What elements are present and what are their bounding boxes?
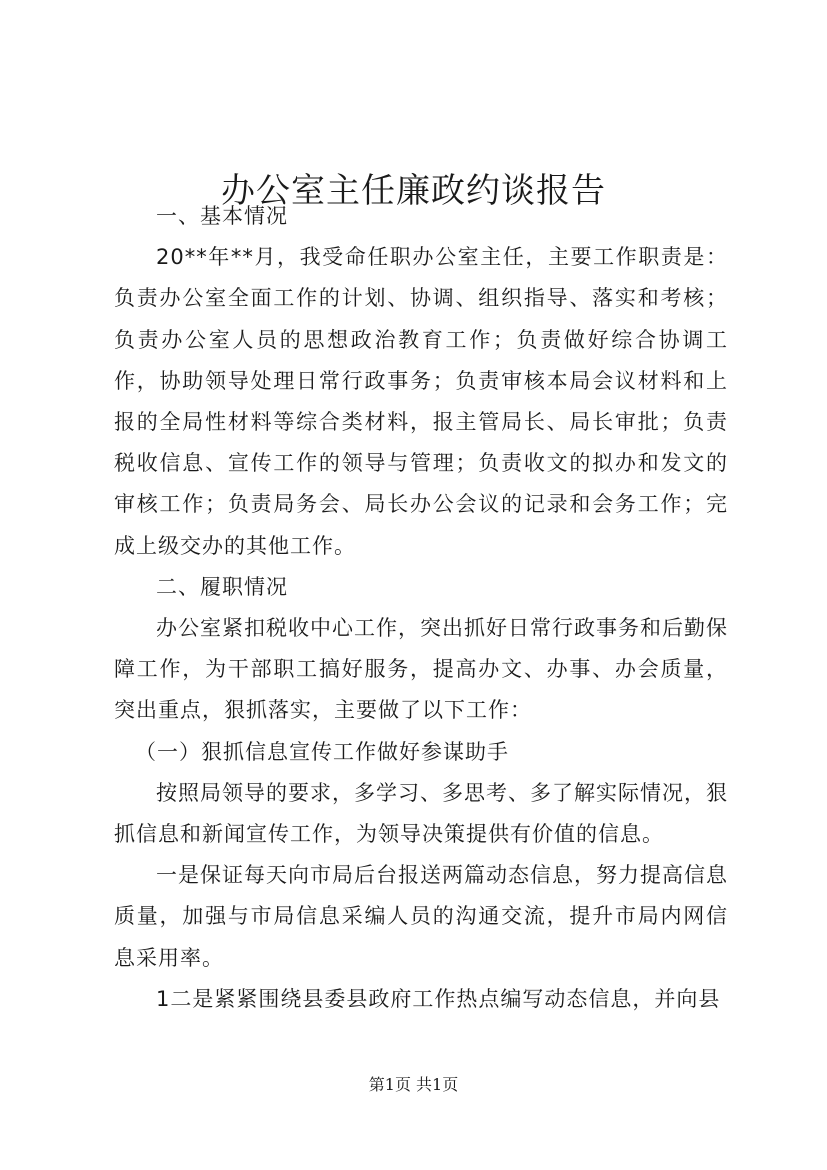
paragraph-office-work: 办公室紧扣税收中心工作，突出抓好日常行政事务和后勤保障工作，为干部职工搞好服务，提高办文、办事、办会质量，突出重点，狠抓落实，主要做了以下工作： [114,616,728,723]
paragraph-info-work: 按照局领导的要求，多学习、多思考、多了解实际情况，狠抓信息和新闻宣传工作，为领导决策提供有价值的信息。 [114,780,728,847]
subsection-heading-info: （一）狠抓信息宣传工作做好参谋助手 [135,739,509,764]
section-heading-basic: 一、基本情况 [156,204,288,228]
page-footer: 第1页 共1页 [368,1075,459,1094]
document-title: 办公室主任廉政约谈报告 [221,170,606,211]
paragraph-point-two: 1二是紧紧围绕县委县政府工作热点编写动态信息，并向县 [156,986,721,1011]
section-heading-performance: 二、履职情况 [156,574,288,599]
document-body [114,196,728,1020]
paragraph-duties: 20**年**月，我受命任职办公室主任，主要工作职责是：负责办公室全面工作的计划、协调、组织指导、落实和考核；负责办公室人员的思想政治教育工作；负责做好综合协调工作，协助领导处理日常行政事务；负责审核本局会议材料和上报的全局性材料等综合类材料，报主管局长、局长审批；负责税收信息、宣传工作的领导与管理；负责收文的拟办和发文的审核工作；负责局务会、局长办公会议的记录和会务工作；完成上级交办的其他工作。 [114,245,728,558]
paragraph-point-one: 一是保证每天向市局后台报送两篇动态信息，努力提高信息质量，加强与市局信息采编人员的沟通交流，提升市局内网信息采用率。 [114,863,728,970]
